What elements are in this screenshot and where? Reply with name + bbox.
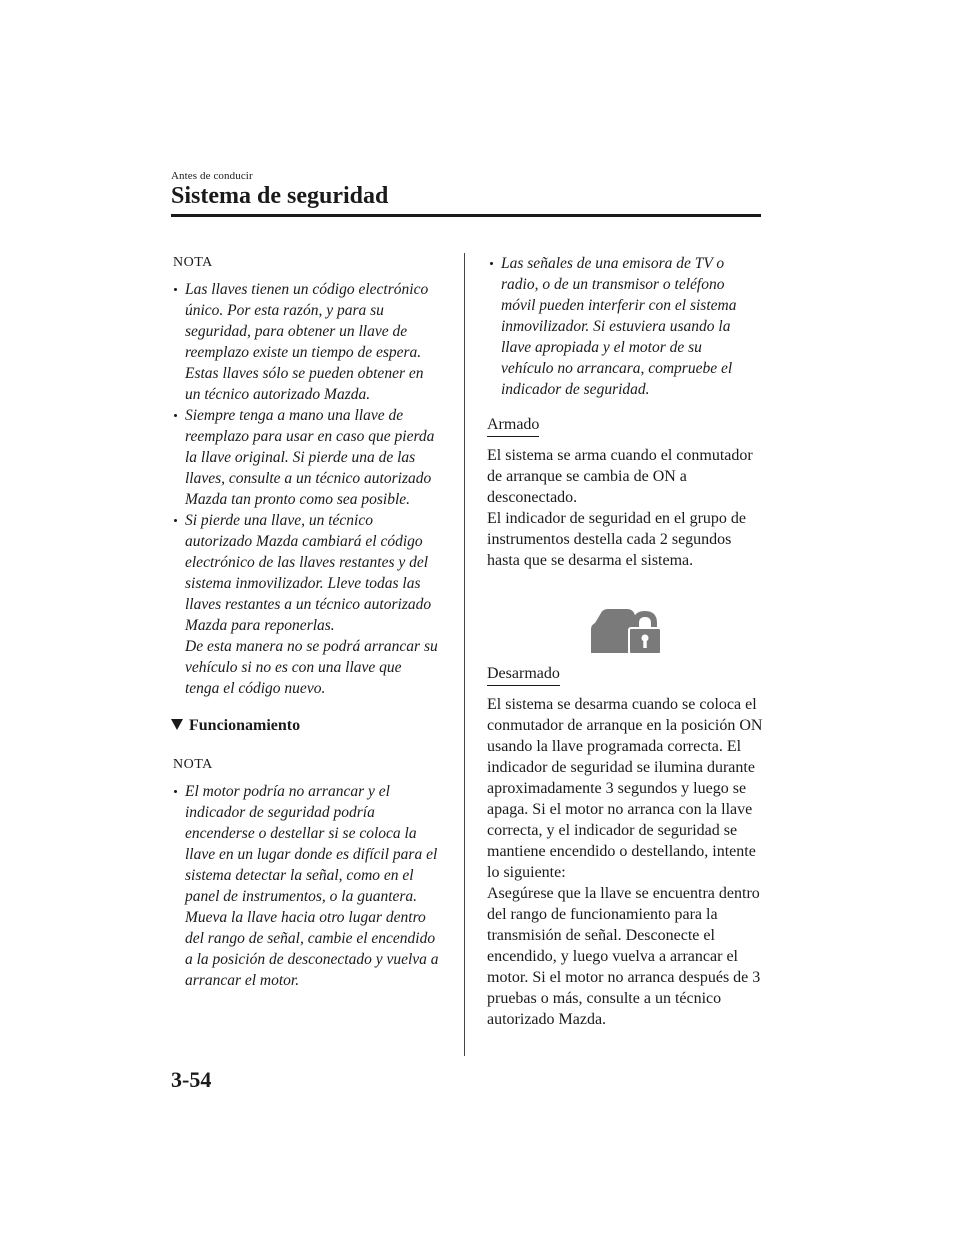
note-line: seguridad, para obtener un llave de	[185, 323, 408, 340]
note-line: llave apropiada y el motor de su	[501, 339, 702, 356]
paragraph-line: de arranque se cambia de ON a	[487, 468, 687, 485]
note-line: autorizado Mazda cambiará el código	[185, 533, 423, 550]
left-column	[171, 253, 453, 991]
paragraph-line: El sistema se desarma cuando se coloca el	[487, 696, 757, 713]
note-list	[487, 253, 769, 400]
paragraph-line: lo siguiente:	[487, 864, 566, 881]
desarmado-heading: Desarmado	[487, 663, 560, 686]
paragraph-line: mantiene encendido o destellando, intente	[487, 843, 756, 860]
paragraph-line: indicador de seguridad se ilumina durante	[487, 759, 755, 776]
note-line: encenderse o destellar si se coloca la	[185, 825, 417, 842]
note-list	[171, 279, 453, 699]
note-line: Mazda tan pronto como sea posible.	[185, 491, 411, 508]
note-line: El motor podría no arrancar y el	[185, 783, 390, 800]
note-line: tenga el código nuevo.	[185, 680, 326, 697]
note-line: sistema inmovilizador. Lleve todas las	[185, 575, 421, 592]
note-line: Estas llaves sólo se pueden obtener en	[185, 365, 424, 382]
note-line: indicador de seguridad.	[501, 381, 650, 398]
paragraph-line: usando la llave programada correcta. El	[487, 738, 742, 755]
note-line: indicador de seguridad podría	[185, 804, 375, 821]
note-line: móvil pueden interferir con el sistema	[501, 297, 737, 314]
note-line: un técnico autorizado Mazda.	[185, 386, 371, 403]
note-line: a la posición de desconectado y vuelva a	[185, 951, 439, 968]
triangle-marker-icon	[171, 719, 183, 730]
note-line: De esta manera no se podrá arrancar su	[185, 638, 438, 655]
note-line: reemplazo existe un tiempo de espera.	[185, 344, 422, 361]
note-item	[171, 279, 453, 405]
paragraph-line: apaga. Si el motor no arranca con la llave	[487, 801, 753, 818]
paragraph-line: El indicador de seguridad en el grupo de	[487, 510, 747, 527]
paragraph-line: aproximadamente 3 segundos y luego se	[487, 780, 747, 797]
paragraph-line: El sistema se arma cuando el conmutador	[487, 447, 753, 464]
page-number: 3-54	[171, 1067, 212, 1092]
paragraph-line: pruebas o más, consulte a un técnico	[487, 990, 722, 1007]
page-title: Sistema de seguridad	[171, 183, 389, 209]
note-line: arrancar el motor.	[185, 972, 300, 989]
note-line: inmovilizador. Si estuviera usando la	[501, 318, 731, 335]
note-label: NOTA	[173, 757, 213, 772]
note-line: llave en un lugar donde es difícil para el	[185, 846, 438, 863]
section-heading	[171, 715, 453, 737]
armado-paragraph	[487, 445, 769, 571]
security-indicator-icon	[587, 607, 663, 655]
note-line: Si pierde una llave, un técnico	[185, 512, 373, 529]
note-line: reemplazo para usar en caso que pierda	[185, 428, 435, 445]
paragraph-line: autorizado Mazda.	[487, 1011, 607, 1028]
paragraph-line: correcta, y el indicador de seguridad se	[487, 822, 738, 839]
note-line: Las señales de una emisora de TV o	[501, 255, 725, 272]
note-line: único. Por esta razón, y para su	[185, 302, 384, 319]
paragraph-line: hasta que se desarma el sistema.	[487, 552, 694, 569]
note-line: la llave original. Si pierde una de las	[185, 449, 416, 466]
paragraph-line: motor. Si el motor no arranca después de 3	[487, 969, 761, 986]
note-item	[171, 781, 453, 991]
note-line: llaves, consulte a un técnico autorizado	[185, 470, 432, 487]
note-line: Mazda para reponerlas.	[185, 617, 335, 634]
note-list	[171, 781, 453, 991]
note-line: sistema detectar la señal, como en el	[185, 867, 414, 884]
note-item	[487, 253, 769, 400]
note-item	[171, 405, 453, 510]
paragraph-line: desconectado.	[487, 489, 578, 506]
note-line: vehículo si no es con una llave que	[185, 659, 402, 676]
column-divider	[464, 253, 465, 1056]
note-line: del rango de señal, cambie el encendido	[185, 930, 436, 947]
header-rule	[171, 214, 761, 217]
paragraph-line: transmisión de señal. Desconecte el	[487, 927, 715, 944]
note-line: Las llaves tienen un código electrónico	[185, 281, 429, 298]
paragraph-line: conmutador de arranque en la posición ON	[487, 717, 763, 734]
note-line: radio, o de un transmisor o teléfono	[501, 276, 725, 293]
note-line: Mueva la llave hacia otro lugar dentro	[185, 909, 426, 926]
note-line: Siempre tenga a mano una llave de	[185, 407, 404, 424]
paragraph-line: Asegúrese que la llave se encuentra dentro	[487, 885, 760, 902]
note-label: NOTA	[173, 255, 213, 270]
paragraph-line: instrumentos destella cada 2 segundos	[487, 531, 732, 548]
note-line: llaves restantes a un técnico autorizado	[185, 596, 432, 613]
paragraph-line: encendido, y luego vuelva a arrancar el	[487, 948, 738, 965]
paragraph-line: del rango de funcionamiento para la	[487, 906, 718, 923]
right-column	[487, 253, 769, 1030]
note-item	[171, 510, 453, 699]
section-heading-text: Funcionamiento	[189, 717, 301, 734]
note-line: panel de instrumentos, o la guantera.	[185, 888, 418, 905]
section-label: Antes de conducir	[171, 170, 253, 182]
note-line: vehículo no arrancara, compruebe el	[501, 360, 733, 377]
armado-heading: Armado	[487, 414, 539, 437]
desarmado-paragraph	[487, 694, 769, 1030]
note-line: electrónico de las llaves restantes y del	[185, 554, 429, 571]
